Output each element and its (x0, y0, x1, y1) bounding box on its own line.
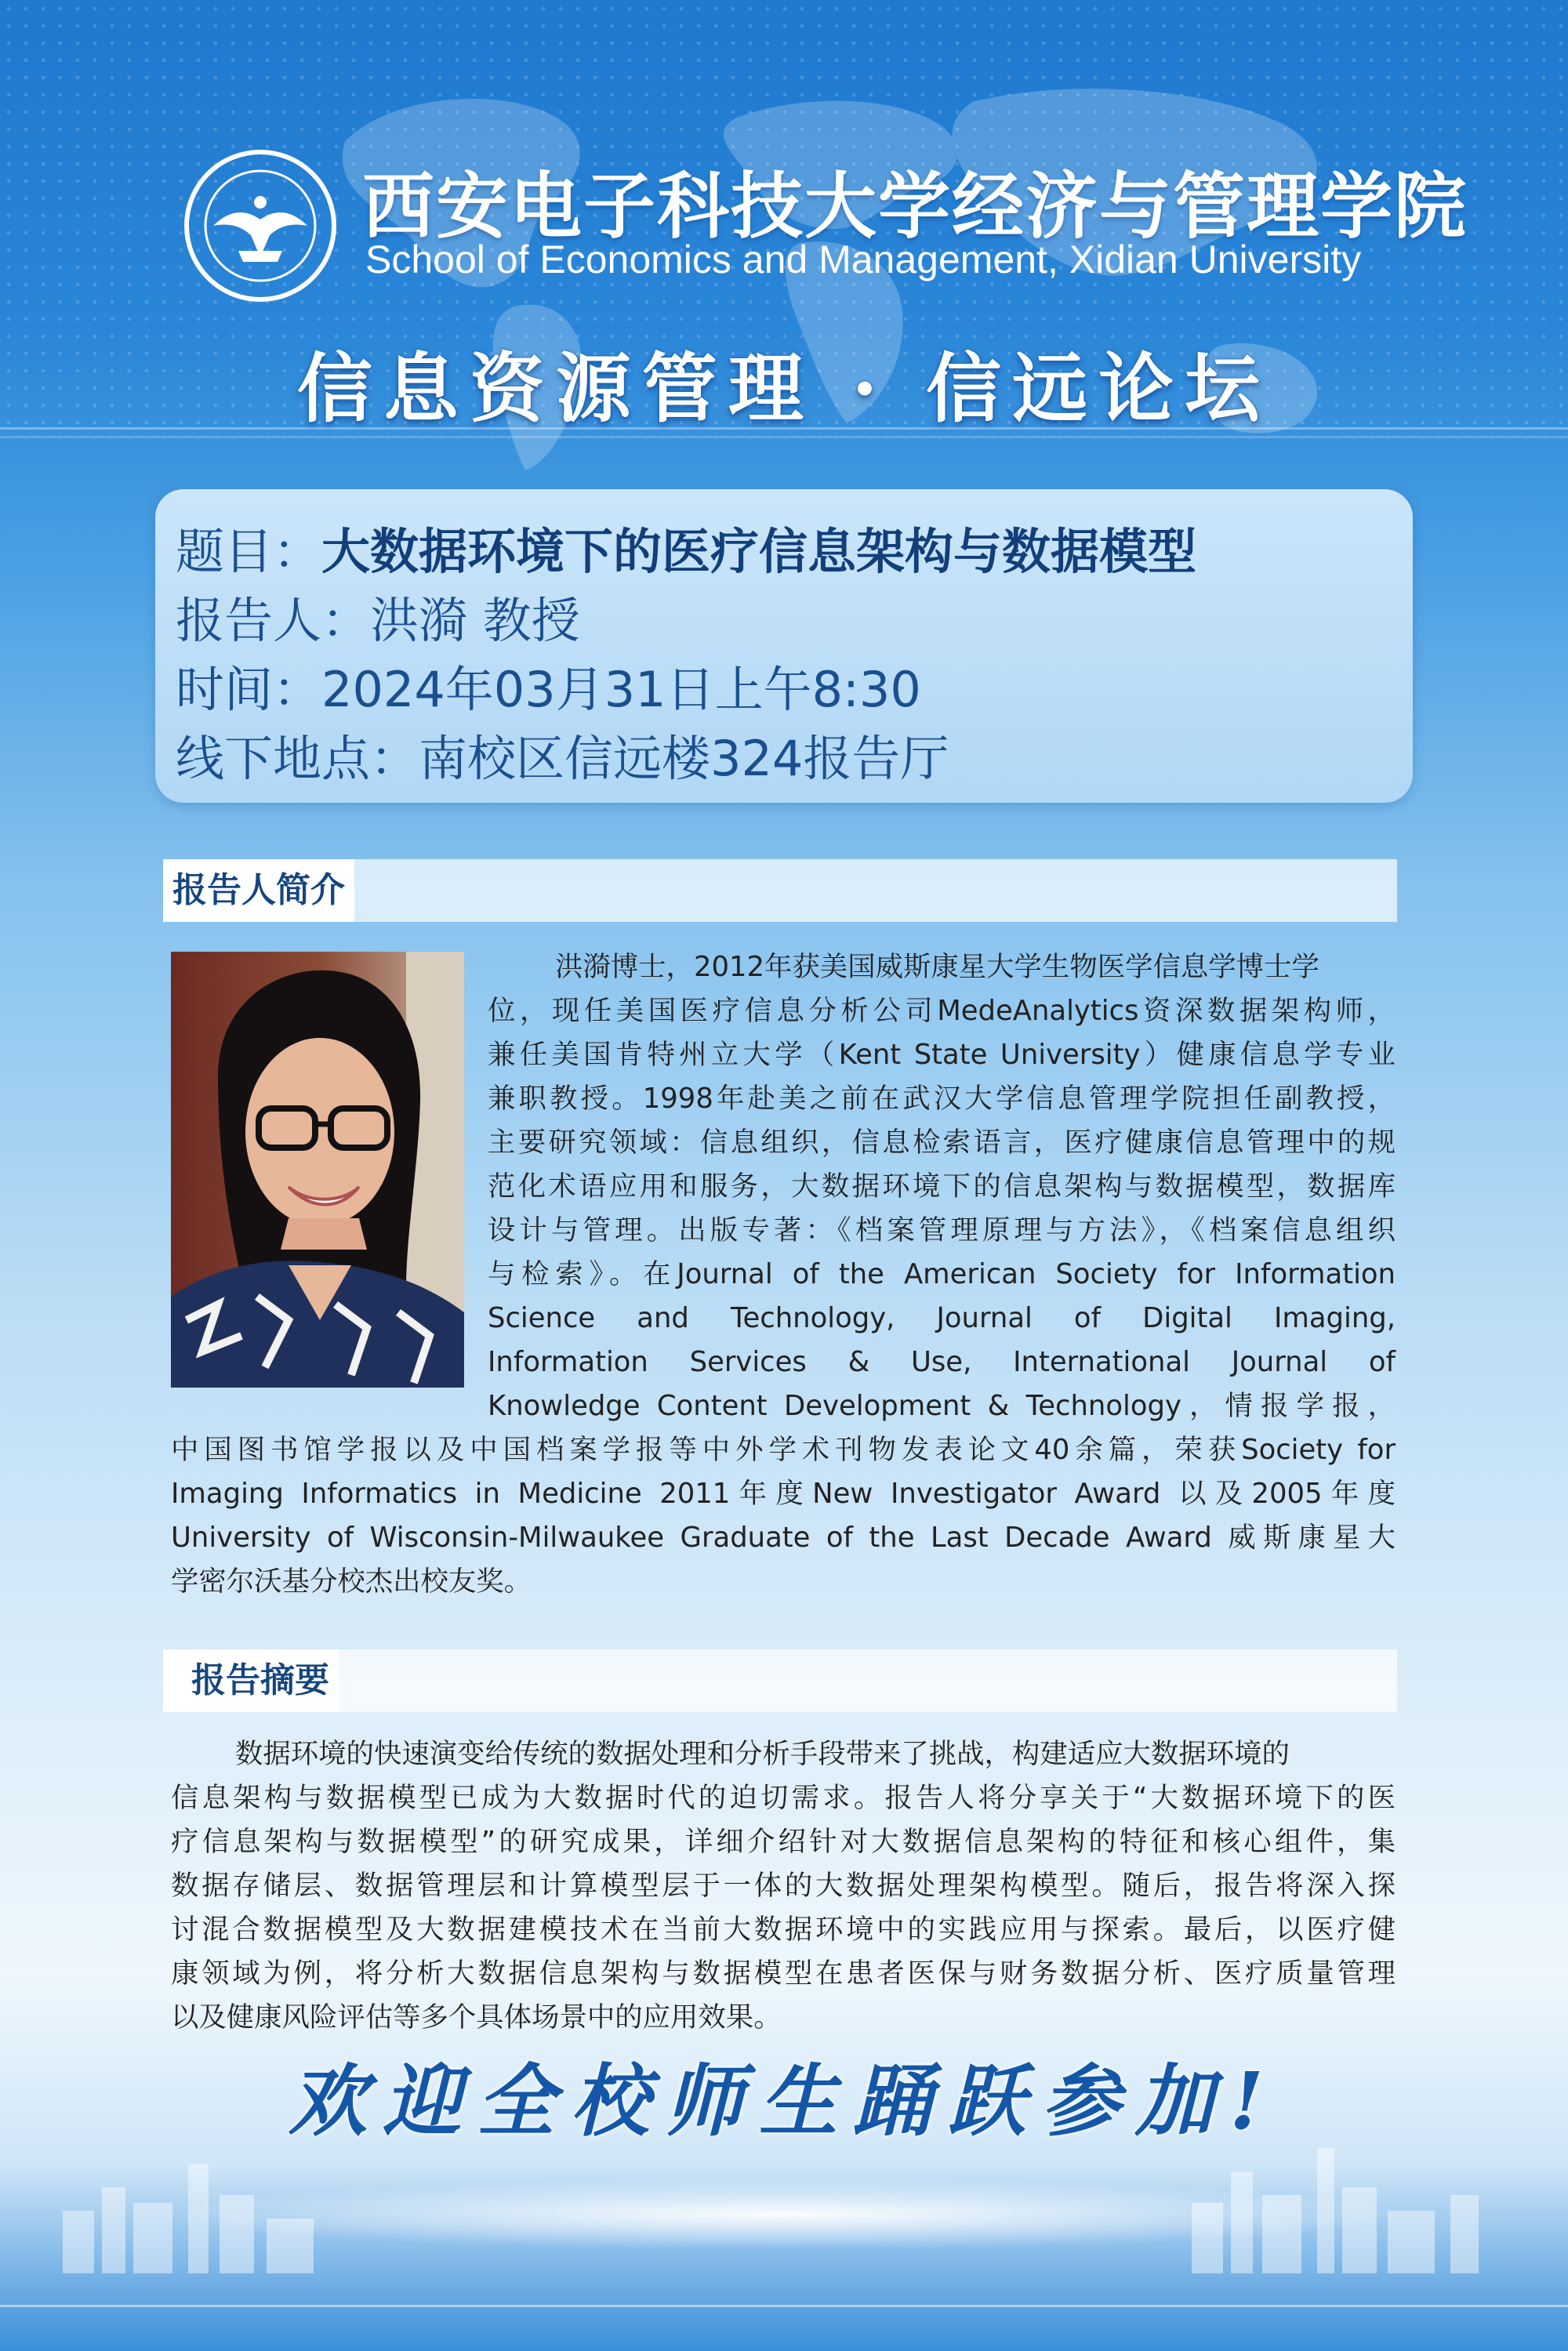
bio-section-title: 报告人简介 (163, 859, 354, 922)
place-row (176, 720, 949, 789)
footer-line (0, 2305, 1568, 2307)
bio-line: Information Services & Use, International Journal of (488, 1346, 1396, 1378)
abstract-line: 疗信息架构与数据模型”的研究成果，详细介绍针对大数据信息架构的特征和核心组件，集 (171, 1826, 1396, 1858)
speaker-photo (171, 952, 464, 1388)
bio-line: 兼任美国肯特州立大学（Kent State University）健康信息学专业 (488, 1039, 1396, 1071)
bio-line: 中国图书馆学报以及中国档案学报等中外学术刊物发表论文40余篇，荣获Society for (171, 1434, 1396, 1466)
topic-row (176, 513, 1196, 582)
time-row (176, 651, 921, 720)
abstract-line: 数据存储层、数据管理层和计算模型层于一体的大数据处理架构模型。随后，报告将深入探 (171, 1870, 1396, 1902)
speaker-value: 洪漪 教授 (370, 592, 580, 649)
school-name-chinese: 西安电子科技大学经济与管理学院 (362, 164, 1468, 249)
speaker-label: 报告人： (176, 592, 371, 649)
bio-line: 兼职教授。1998年赴美之前在武汉大学信息管理学院担任副教授， (488, 1083, 1396, 1115)
abstract-line: 康领域为例，将分析大数据信息架构与数据模型在患者医保与财务数据分析、医疗质量管理 (171, 1957, 1396, 1990)
welcome-slogan: 欢迎全校师生踊跃参加! (289, 2055, 1279, 2147)
bio-line: 与检索》。在Journal of the American Society for Information (488, 1258, 1396, 1290)
bio-line: 设计与管理。出版专著：《档案管理原理与方法》，《档案信息组织 (488, 1214, 1396, 1246)
forum-title: 信息资源管理 · 信远论坛 (296, 344, 1272, 433)
bio-line: 范化术语应用和服务，大数据环境下的信息架构与数据模型，数据库 (488, 1170, 1396, 1203)
place-value: 南校区信远楼324报告厅 (419, 730, 949, 787)
abstract-line: 讨混合数据模型及大数据建模技术在当前大数据环境中的实践应用与探索。最后，以医疗健 (171, 1914, 1396, 1946)
horizon-glow (157, 2179, 1411, 2250)
bio-line: Knowledge Content Development & Technology，情报学报， (488, 1390, 1396, 1422)
topic-value: 大数据环境下的医疗信息架构与数据模型 (321, 523, 1197, 580)
speaker-row (176, 582, 580, 651)
time-label: 时间： (176, 661, 322, 718)
bio-line: 主要研究领域：信息组织，信息检索语言，医疗健康信息管理中的规 (488, 1127, 1396, 1159)
bio-line: 学密尔沃基分校杰出校友奖。 (171, 1566, 532, 1598)
bio-line: Science and Technology, Journal of Digital Imaging, (488, 1302, 1396, 1334)
time-value: 2024年03月31日上午8:30 (321, 661, 921, 718)
bio-line: 位，现任美国医疗信息分析公司MedeAnalytics资深数据架构师， (488, 995, 1396, 1027)
bio-line: Imaging Informatics in Medicine 2011年度New Investigator Award 以及2005年度 (171, 1478, 1396, 1510)
bio-line: 洪漪博士，2012年获美国威斯康星大学生物医学信息学博士学 (555, 951, 1319, 983)
xidian-university-seal-icon (182, 147, 339, 304)
place-label: 线下地点： (176, 730, 419, 787)
topic-label: 题目： (176, 523, 322, 580)
abstract-line: 以及健康风险评估等多个具体场景中的应用效果。 (171, 2001, 782, 2034)
abstract-line: 信息架构与数据模型已成为大数据时代的迫切需求。报告人将分享关于“大数据环境下的医 (171, 1782, 1396, 1814)
school-name-english: School of Economics and Management, Xidian University (365, 238, 1362, 281)
lecture-info-panel (155, 489, 1413, 803)
bio-line: University of Wisconsin-Milwaukee Graduate of the Last Decade Award 威斯康星大 (171, 1522, 1396, 1554)
bio-section-header (163, 859, 1397, 922)
abstract-section-title: 报告摘要 (163, 1649, 339, 1712)
abstract-line: 数据环境的快速演变给传统的数据处理和分析手段带来了挑战，构建适应大数据环境的 (235, 1738, 1290, 1770)
abstract-section-header (163, 1649, 1397, 1712)
